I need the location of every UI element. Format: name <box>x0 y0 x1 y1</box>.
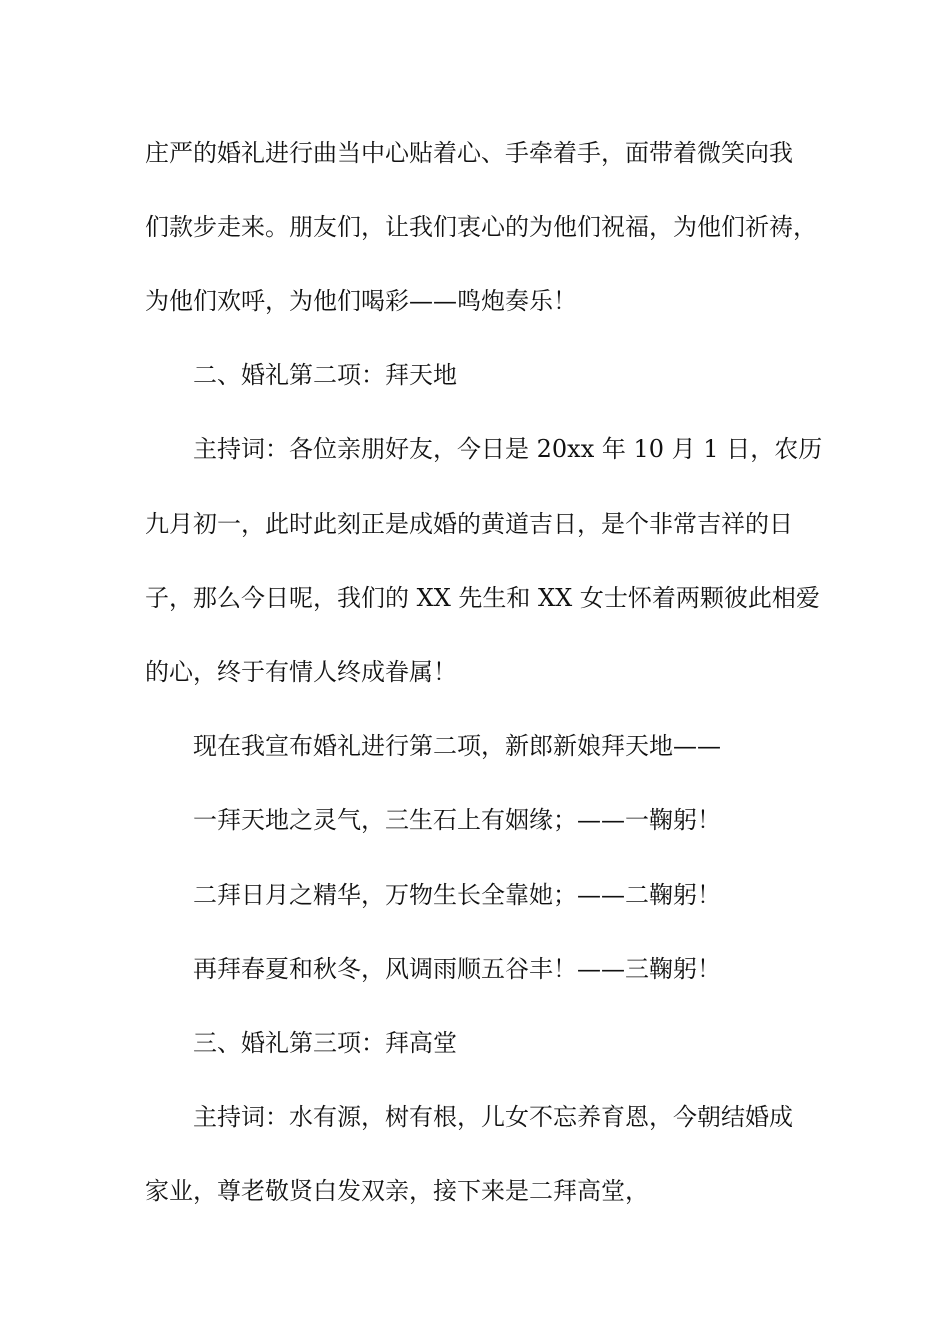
paragraph-line: 再拜春夏和秋冬，风调雨顺五谷丰！——三鞠躬！ <box>193 955 721 983</box>
section-heading: 三、婚礼第三项：拜高堂 <box>193 1029 457 1057</box>
paragraph-line: 主持词：各位亲朋好友，今日是 20xx 年 10 月 1 日，农历 <box>193 435 823 463</box>
section-heading: 二、婚礼第二项：拜天地 <box>193 361 457 389</box>
paragraph-line: 主持词：水有源，树有根，儿女不忘养育恩，今朝结婚成 <box>193 1103 793 1131</box>
paragraph-line: 家业，尊老敬贤白发双亲，接下来是二拜高堂， <box>145 1177 649 1205</box>
paragraph-line: 一拜天地之灵气，三生石上有姻缘；——一鞠躬！ <box>193 806 721 834</box>
paragraph-line: 现在我宣布婚礼进行第二项，新郎新娘拜天地—— <box>193 732 721 760</box>
paragraph-line: 子，那么今日呢，我们的 XX 先生和 XX 女士怀着两颗彼此相爱 <box>145 584 820 612</box>
paragraph-line: 九月初一，此时此刻正是成婚的黄道吉日，是个非常吉祥的日 <box>145 510 793 538</box>
paragraph-line: 二拜日月之精华，万物生长全靠她；——二鞠躬！ <box>193 881 721 909</box>
paragraph-line: 的心，终于有情人终成眷属！ <box>145 658 457 686</box>
paragraph-line: 们款步走来。朋友们，让我们衷心的为他们祝福，为他们祈祷， <box>145 213 817 241</box>
paragraph-line: 为他们欢呼，为他们喝彩——鸣炮奏乐！ <box>145 287 577 315</box>
paragraph-line: 庄严的婚礼进行曲当中心贴着心、手牵着手，面带着微笑向我 <box>145 139 793 167</box>
